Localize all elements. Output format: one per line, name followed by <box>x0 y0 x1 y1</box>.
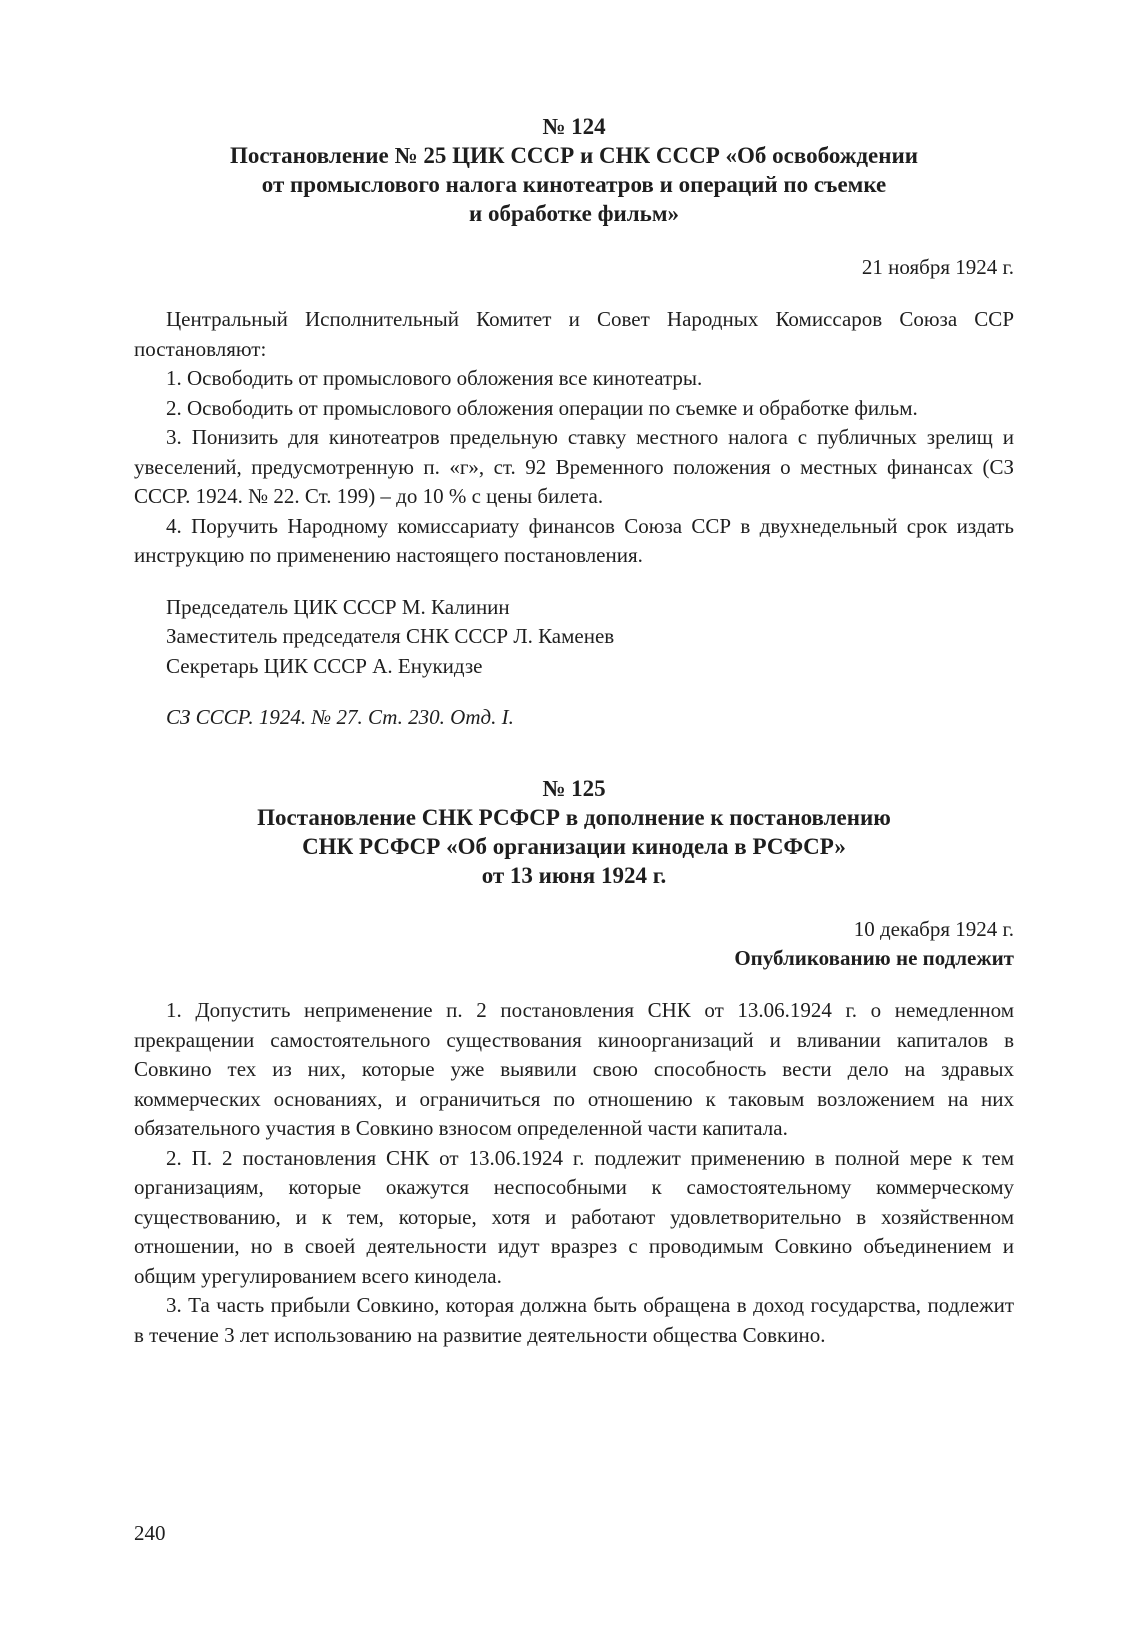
title-line: СНК РСФСР «Об организации киноделa в РСФСР» <box>302 834 846 859</box>
document-124 <box>134 112 1014 732</box>
signatures <box>134 593 1014 682</box>
page-number: 240 <box>134 1521 166 1545</box>
document-title <box>134 141 1014 228</box>
title-line: от 13 июня 1924 г. <box>481 863 667 888</box>
signature-line: Секретарь ЦИК СССР А. Енукидзе <box>166 653 483 678</box>
paragraph: 3. Понизить для кинотеатров предельную ставку местного налога с публичных зрелищ и увеселений, предусмотренную п. «г», ст. 92 Временного положения о местных финансах (СЗ СССР. 1924. № 22. Ст. 199) – до 10 % с цены билета. <box>134 425 1014 508</box>
document-number: № 125 <box>542 776 606 801</box>
signature-line: Председатель ЦИК СССР М. Калинин <box>166 594 510 619</box>
title-line: и обработке фильм» <box>468 201 680 226</box>
document-date: 10 декабря 1924 г. <box>853 917 1014 941</box>
document-text <box>134 305 1014 571</box>
document-date: 21 ноября 1924 г. <box>861 255 1014 279</box>
document-125 <box>134 774 1014 1350</box>
title-line: от промыслового налога кинотеатров и операций по съемке <box>261 172 887 197</box>
source-citation: СЗ СССР. 1924. № 27. Ст. 230. Отд. I. <box>166 705 514 729</box>
signature-line: Заместитель председателя СНК СССР Л. Каменев <box>166 624 615 648</box>
paragraph: 3. Та часть прибыли Совкино, которая должна быть обращена в доход государства, подлежит в течение 3 лет использованию на развитие деятельности общества Совкино. <box>134 1293 1014 1347</box>
page-body <box>134 112 1014 1350</box>
paragraph: 2. П. 2 постановления СНК от 13.06.1924 г. подлежит применению в полной мере к тем организациям, которые окажутся неспособными к самостоятельному коммерческому существованию, и к тем, которые, хотя и работают удовлетворительно в хозяйственном отношении, но в своей деятельности идут вразрез с проводимым Совкино объединением и общим урегулированием всего кинодела. <box>134 1145 1014 1288</box>
paragraph: 2. Освободить от промыслового обложения операции по съемке и обработке фильм. <box>166 395 918 420</box>
paragraph: 1. Освободить от промыслового обложения все кинотеатры. <box>166 366 703 390</box>
classification-stamp: Опубликованию не подлежит <box>734 946 1014 970</box>
document-text <box>134 996 1014 1350</box>
paragraph: 1. Допустить неприменение п. 2 постановления СНК от 13.06.1924 г. о немедленном прекращении самостоятельного существования киноорганизаций и вливании капиталов в Совкино тех из них, которые уже выявили свою способность вести дело на здравых коммерческих основаниях, и ограничиться по отношению к таковым возложением на них обязательного участия в Совкино взносом определенной части капитала. <box>134 998 1014 1140</box>
title-line: Постановление № 25 ЦИК СССР и СНК СССР «Об освобождении <box>229 143 919 168</box>
document-title <box>134 803 1014 890</box>
paragraph: 4. Поручить Народному комиссариату финансов Союза ССР в двухнедельный срок издать инструкцию по применению настоящего постановления. <box>134 513 1014 567</box>
document-number: № 124 <box>542 114 606 139</box>
paragraph: Центральный Исполнительный Комитет и Совет Народных Комиссаров Союза ССР постановляют: <box>134 307 1014 361</box>
title-line: Постановление СНК РСФСР в дополнение к постановлению <box>257 805 891 830</box>
